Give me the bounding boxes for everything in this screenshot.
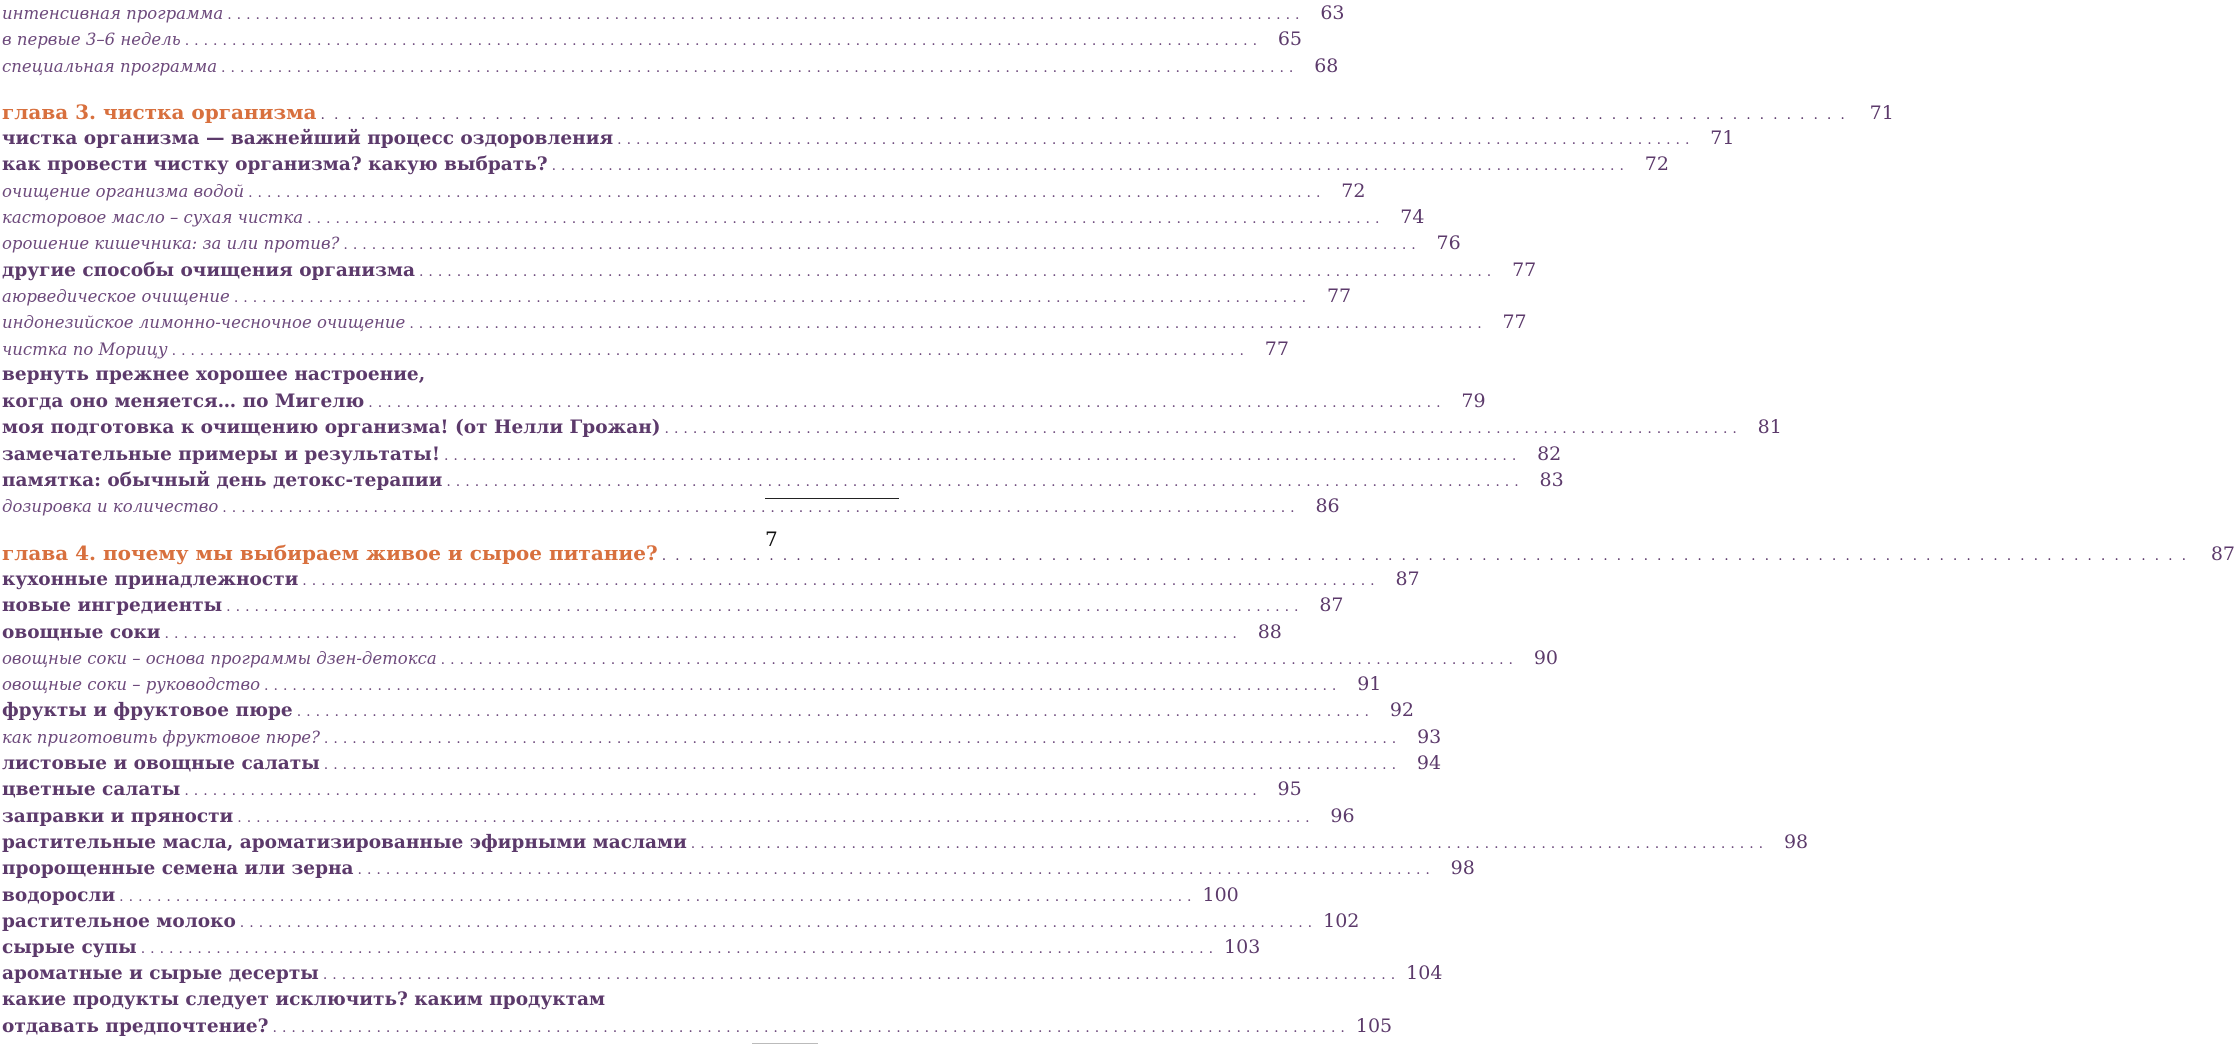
dot-leader: .................................................................................................................. bbox=[272, 1019, 1350, 1036]
entry-title: кухонные принадлежности bbox=[2, 568, 299, 590]
dot-leader: .................................................................................................................. bbox=[221, 59, 1299, 76]
entry-title: другие способы очищения организма bbox=[2, 259, 415, 281]
dot-leader: .................................................................................................................. bbox=[248, 184, 1326, 201]
page-number: 77 bbox=[1502, 311, 1527, 334]
page-number: 77 bbox=[1264, 337, 1289, 360]
entry-title: овощные соки – руководство bbox=[2, 675, 261, 695]
entry-title: овощные соки – основа программы дзен-детокса bbox=[2, 648, 437, 668]
toc-entry[interactable] bbox=[2, 908, 1360, 934]
folio-rule bbox=[765, 498, 899, 499]
dot-leader: .................................................................................................................. bbox=[184, 33, 1263, 50]
dot-leader: .................................................................................................................. bbox=[551, 158, 1629, 175]
toc-entry[interactable] bbox=[2, 1013, 1393, 1039]
toc-entry[interactable] bbox=[2, 414, 1782, 440]
dot-leader: .................................................................................................................. bbox=[171, 342, 1249, 359]
toc-entry[interactable] bbox=[2, 257, 1537, 283]
toc-entry[interactable] bbox=[2, 960, 1443, 986]
dot-leader: .................................................................................................................. bbox=[239, 914, 1318, 931]
toc-entry[interactable] bbox=[2, 441, 1562, 467]
toc-entry[interactable] bbox=[2, 388, 1486, 414]
entry-title: растительные масла, ароматизированные эфирными маслами bbox=[2, 831, 687, 853]
chapter-heading[interactable] bbox=[2, 540, 2235, 566]
entry-title: касторовое масло – сухая чистка bbox=[2, 208, 304, 228]
page-number: 93 bbox=[1417, 725, 1442, 748]
entry-title: моя подготовка к очищению организма! (от Нелли Грожан) bbox=[2, 417, 661, 439]
dot-leader: .................................................................................................................. bbox=[140, 941, 1219, 958]
entry-title: чистка по Морицу bbox=[2, 339, 168, 359]
dot-leader: .................................................................................................................. bbox=[237, 809, 1315, 826]
page-number: 65 bbox=[1277, 28, 1303, 51]
entry-title: памятка: обычный день детокс-терапии bbox=[2, 470, 443, 492]
dot-leader: .................................................................................................................. bbox=[227, 7, 1305, 23]
entry-title: аюрведическое очищение bbox=[2, 286, 230, 306]
entry-title: вернуть прежнее хорошее настроение, bbox=[2, 363, 426, 385]
entry-title: ароматные и сырые десерты bbox=[2, 963, 319, 985]
page-number: 87 bbox=[1319, 594, 1344, 617]
dot-leader: .................................................................................................................. bbox=[302, 572, 1380, 589]
toc-entry[interactable] bbox=[2, 309, 1527, 335]
dot-leader: .................................................................................................................. bbox=[323, 730, 1402, 747]
page-number: 72 bbox=[1341, 179, 1366, 202]
toc-entry[interactable] bbox=[2, 697, 1415, 723]
toc-entry[interactable] bbox=[2, 178, 1366, 204]
toc-entry[interactable] bbox=[2, 882, 1239, 908]
entry-title: когда оно меняется… по Мигелю bbox=[2, 391, 365, 413]
page-number: 92 bbox=[1389, 699, 1415, 722]
toc-entry[interactable] bbox=[2, 934, 1261, 960]
dot-leader: .................................................................................................................. bbox=[264, 678, 1342, 695]
entry-title: растительное молоко bbox=[2, 910, 236, 932]
toc-entry[interactable] bbox=[2, 645, 1558, 671]
page-number: 103 bbox=[1224, 936, 1261, 959]
page-number: 71 bbox=[1869, 101, 1894, 124]
entry-title: замечательные примеры и результаты! bbox=[2, 443, 440, 465]
entry-title: очищение организма водой bbox=[2, 181, 245, 201]
toc-entry[interactable] bbox=[2, 151, 1669, 177]
entry-title: как приготовить фруктовое пюре? bbox=[2, 727, 320, 747]
dot-leader: .................................................................................................................. bbox=[409, 316, 1487, 333]
entry-title: отдавать предпочтение? bbox=[2, 1015, 269, 1037]
dot-leader: .................................................................................................................. bbox=[357, 862, 1435, 879]
page-number: 81 bbox=[1757, 416, 1782, 439]
page-number: 72 bbox=[1644, 153, 1669, 176]
page-number: 63 bbox=[1320, 2, 1345, 24]
entry-title: фрукты и фруктовое пюре bbox=[2, 700, 293, 722]
toc-entry[interactable] bbox=[2, 671, 1382, 697]
page-number: 77 bbox=[1512, 258, 1537, 281]
dot-leader: .................................................................................................................. bbox=[184, 783, 1262, 800]
chapter-title: глава 4. почему мы выбираем живое и сырое питание? bbox=[2, 540, 658, 565]
entry-title: заправки и пряности bbox=[2, 805, 234, 827]
entry-title: цветные салаты bbox=[2, 779, 181, 801]
toc-entry-first-line[interactable] bbox=[2, 987, 710, 1013]
toc-entry[interactable] bbox=[2, 26, 1303, 52]
dot-leader: .................................................................................................................. bbox=[368, 395, 1446, 412]
entry-title: водоросли bbox=[2, 884, 116, 906]
page-number: 77 bbox=[1326, 284, 1352, 307]
page-number: 94 bbox=[1416, 752, 1442, 775]
entry-title: новые ингредиенты bbox=[2, 595, 223, 617]
page-number: 100 bbox=[1202, 883, 1239, 906]
toc-entry-first-line[interactable] bbox=[2, 362, 710, 388]
page-number: 91 bbox=[1357, 673, 1382, 696]
toc-entry[interactable] bbox=[2, 566, 1420, 592]
page-number: 79 bbox=[1461, 390, 1486, 413]
toc-entry[interactable] bbox=[2, 750, 1442, 776]
dot-leader: .................................................................................................................. bbox=[617, 132, 1695, 149]
dot-leader: .................................................................................................................. bbox=[440, 651, 1518, 668]
page-number: 105 bbox=[1355, 1014, 1393, 1037]
dot-leader: .................................................................................................................. bbox=[322, 967, 1401, 984]
page-number: 83 bbox=[1539, 469, 1564, 492]
dot-leader: .................................................................................................................. bbox=[446, 474, 1524, 491]
entry-title: дозировка и количество bbox=[2, 497, 219, 517]
dot-leader: .................................................................................................................. bbox=[661, 547, 2196, 564]
toc-entry[interactable] bbox=[2, 592, 1344, 618]
dot-leader: .................................................................................................................. bbox=[664, 421, 1742, 438]
page-number: 71 bbox=[1710, 127, 1735, 150]
dot-leader: .................................................................................................................. bbox=[226, 599, 1304, 616]
page-number: 98 bbox=[1783, 830, 1809, 853]
dot-leader: .................................................................................................................. bbox=[418, 263, 1497, 280]
dot-leader: .................................................................................................................. bbox=[233, 289, 1312, 306]
dot-leader: .................................................................................................................. bbox=[323, 757, 1402, 774]
bottom-rule bbox=[752, 1043, 818, 1044]
toc-entry[interactable] bbox=[2, 855, 1475, 881]
entry-title: сырые супы bbox=[2, 937, 137, 959]
toc-entry[interactable] bbox=[2, 803, 1355, 829]
page-number: 88 bbox=[1257, 620, 1282, 643]
toc-entry[interactable] bbox=[2, 283, 1352, 309]
entry-title: интенсивная программа bbox=[2, 4, 224, 23]
entry-title: в первые 3–6 недель bbox=[2, 30, 181, 50]
page-number: 87 bbox=[2210, 542, 2235, 565]
dot-leader: .................................................................................................................. bbox=[443, 447, 1522, 464]
chapter-title: глава 3. чистка организма bbox=[2, 99, 317, 124]
entry-title: орошение кишечника: за или против? bbox=[2, 234, 340, 254]
dot-leader: .................................................................................................................. bbox=[690, 835, 1769, 852]
entry-title: пророщенные семена или зерна bbox=[2, 858, 354, 880]
entry-title: какие продукты следует исключить? каким продуктам bbox=[2, 988, 606, 1010]
page-number: 90 bbox=[1533, 646, 1558, 669]
entry-title: чистка организма — важнейший процесс оздоровления bbox=[2, 128, 614, 150]
dot-leader: .................................................................................................................. bbox=[307, 211, 1385, 228]
page-number: 76 bbox=[1436, 232, 1461, 255]
toc-entry[interactable] bbox=[2, 776, 1302, 802]
toc-entry[interactable] bbox=[2, 493, 1340, 519]
page-number: 68 bbox=[1314, 54, 1339, 77]
dot-leader: .................................................................................................................. bbox=[222, 500, 1300, 517]
page-number: 82 bbox=[1537, 442, 1562, 465]
dot-leader: .................................................................................................................. bbox=[119, 888, 1197, 905]
dot-leader: .................................................................................................................. bbox=[164, 625, 1242, 642]
toc-entry[interactable] bbox=[2, 829, 1809, 855]
page-number: 95 bbox=[1277, 778, 1302, 801]
toc-entry[interactable] bbox=[2, 467, 1564, 493]
page-number: 87 bbox=[1395, 567, 1420, 590]
toc-entry[interactable] bbox=[2, 336, 1289, 362]
toc-entry[interactable] bbox=[2, 204, 1425, 230]
page-number: 74 bbox=[1400, 206, 1425, 229]
page-number: 98 bbox=[1450, 857, 1475, 880]
entry-title: индонезийское лимонно-чесночное очищение bbox=[2, 313, 406, 333]
dot-leader: .................................................................................................................. bbox=[320, 106, 1854, 123]
dot-leader: .................................................................................................................. bbox=[343, 237, 1421, 254]
page-number: 86 bbox=[1315, 495, 1340, 518]
entry-title: как провести чистку организма? какую выбрать? bbox=[2, 154, 548, 176]
toc-entry[interactable] bbox=[2, 125, 1735, 151]
page-number: 102 bbox=[1323, 909, 1360, 932]
dot-leader: .................................................................................................................. bbox=[296, 704, 1375, 721]
entry-title: специальная программа bbox=[2, 56, 218, 76]
page-number: 104 bbox=[1406, 962, 1443, 985]
chapter-heading[interactable] bbox=[2, 99, 1894, 125]
toc-entry[interactable] bbox=[2, 0, 1345, 26]
page-folio: 7 bbox=[765, 527, 778, 551]
entry-title: овощные соки bbox=[2, 621, 161, 643]
toc-entry[interactable] bbox=[2, 724, 1442, 750]
toc-entry[interactable] bbox=[2, 53, 1339, 79]
entry-title: листовые и овощные салаты bbox=[2, 753, 320, 775]
toc-entry[interactable] bbox=[2, 230, 1461, 256]
toc-entry[interactable] bbox=[2, 619, 1282, 645]
table-of-contents bbox=[2, 0, 2235, 1039]
page-number: 96 bbox=[1330, 804, 1355, 827]
